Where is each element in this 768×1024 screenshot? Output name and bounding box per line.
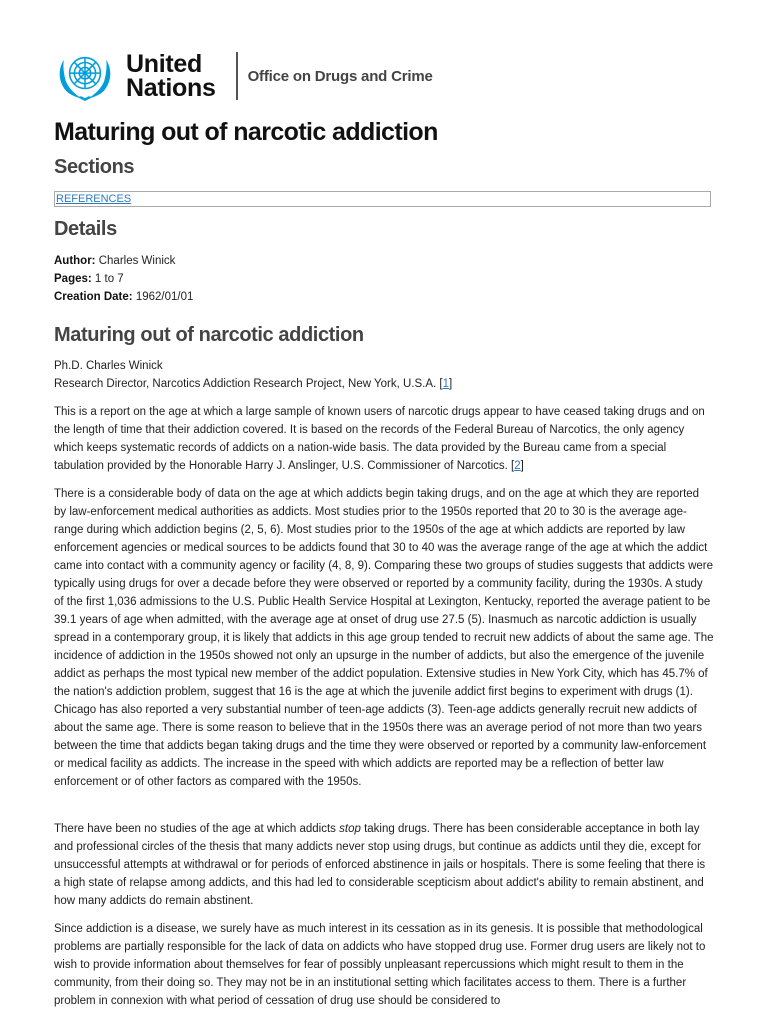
footnote-link-1[interactable]: 1 xyxy=(442,378,450,390)
creation-date-value: 1962/01/01 xyxy=(135,291,194,303)
paragraph-1-text: This is a report on the age at which a large sample of known users of narcotic drugs appear to have ceased taking drugs and on the length of time that their addiction covered. It is based on the records of the Federal Bureau of Narcotics, the only agency which keeps systematic records of addicts on a nation-wide basis. The data provided by the Bureau came from a special tabulation provided by the Honorable Harry J. Anslinger, U.S. Commissioner of Narcotics. [ xyxy=(54,406,705,472)
office-name[interactable]: Office on Drugs and Crime xyxy=(247,67,433,85)
detail-author xyxy=(54,252,193,270)
paragraph-3 xyxy=(54,820,714,910)
paragraph-1-close: ] xyxy=(520,460,524,472)
un-emblem-icon[interactable] xyxy=(54,50,116,102)
site-header xyxy=(54,50,433,102)
detail-creation-date xyxy=(54,288,193,306)
header-divider xyxy=(236,52,238,100)
org-name-line1: United xyxy=(126,49,202,78)
paragraph-3-before: There have been no studies of the age at which addicts xyxy=(54,823,340,835)
paragraph-3-emphasis: stop xyxy=(339,823,361,835)
org-name[interactable] xyxy=(126,49,216,102)
details-heading: Details xyxy=(54,218,117,240)
paragraph-4: Since addiction is a disease, we surely have as much interest in its cessation as in its genesis. It is possible that methodological problems are partially responsible for the lack of data on addicts who have stopped drug use. Former drug users are likely not to wish to provide information about themselves for fear of possibly unpleasant repercussions which might result to them in the community, from their doing so. They may not be in an institutional setting which facilitates access to them. There is a further problem in connexion with what period of cessation of drug use should be considered to xyxy=(54,923,706,1007)
paragraph-1 xyxy=(54,403,714,475)
byline xyxy=(54,357,714,393)
paragraph-3-after: taking drugs. There has been considerable acceptance in both lay and professional circles of the thesis that many addicts never stop using drugs, but continue as addicts until they die, except for unsuccessful attempts at withdrawal or for periods of enforced abstinence in jails or hospitals. There is some feeling that there is a high state of relapse among addicts, and this had led to considerable scepticism about addict's ability to remain abstinent, and how many addicts do remain abstinent. xyxy=(54,823,706,907)
byline-close: ] xyxy=(449,378,453,390)
sections-heading: Sections xyxy=(54,156,135,178)
creation-date-label: Creation Date: xyxy=(54,291,133,303)
org-name-line2: Nations xyxy=(126,74,216,102)
footnote-link-2[interactable]: 2 xyxy=(514,460,521,472)
byline-affiliation: Research Director, Narcotics Addiction Research Project, New York, U.S.A. [ xyxy=(54,378,443,390)
references-link[interactable]: REFERENCES xyxy=(56,193,132,205)
article-heading: Maturing out of narcotic addiction xyxy=(54,324,364,346)
page-title: Maturing out of narcotic addiction xyxy=(54,118,438,146)
paragraph-2: There is a considerable body of data on the age at which addicts begin taking drugs, and on the age at which they are reported by law-enforcement medical authorities as addicts. Most studies prior to the 1950s reported that 20 to 30 is the average age-range during which addiction begins (2, 5, 6). Most studies prior to the 1950s of the age at which addicts are reported by law enforcement agencies or medical sources to be addicts found that 30 to 40 was the average range of the age at which the addict came into contact with a community agency or facility (4, 8, 9). Comparing these two groups of studies suggests that addicts were typically using drugs for over a decade before they were observed or reported by a community facility, during the 1930s. A study of the first 1,036 admissions to the U.S. Public Health Service Hospital at Lexington, Kentucky, reported the average patient to be 39.1 years of age when admitted, with the average age at onset of drug use 27.5 (5). Inasmuch as narcotic addiction is usually spread in a contemporary group, it is likely that addicts in this age group tended to recruit new addicts of about the same age. The incidence of addiction in the 1950s showed not only an upsurge in the number of addicts, but also the emergence of the juvenile addict as perhaps the most typical new member of the addict population. Extensive studies in New York City, which has 45.7% of the nation's addiction problem, suggest that 16 is the age at which the juvenile addict first begins to experiment with drugs (1). Chicago has also reported a very substantial number of teen-age addicts (3). Teen-age addicts generally recruit new addicts of about the same age. There is some reason to believe that in the 1950s there was an average period of not more than two years between the time that addicts began taking drugs and the time they were observed or reported by a community law-enforcement or medical facility as addicts. The increase in the speed with which addicts are reported may be a reflection of better law enforcement or of other factors as compared with the 1950s. xyxy=(54,488,714,788)
pages-label: Pages: xyxy=(54,273,92,285)
sections-nav xyxy=(54,191,711,207)
detail-pages xyxy=(54,270,193,288)
author-label: Author: xyxy=(54,255,96,267)
byline-name: Ph.D. Charles Winick xyxy=(54,360,163,372)
author-value: Charles Winick xyxy=(98,255,176,267)
pages-value: 1 to 7 xyxy=(94,273,124,285)
details-list xyxy=(54,252,193,306)
